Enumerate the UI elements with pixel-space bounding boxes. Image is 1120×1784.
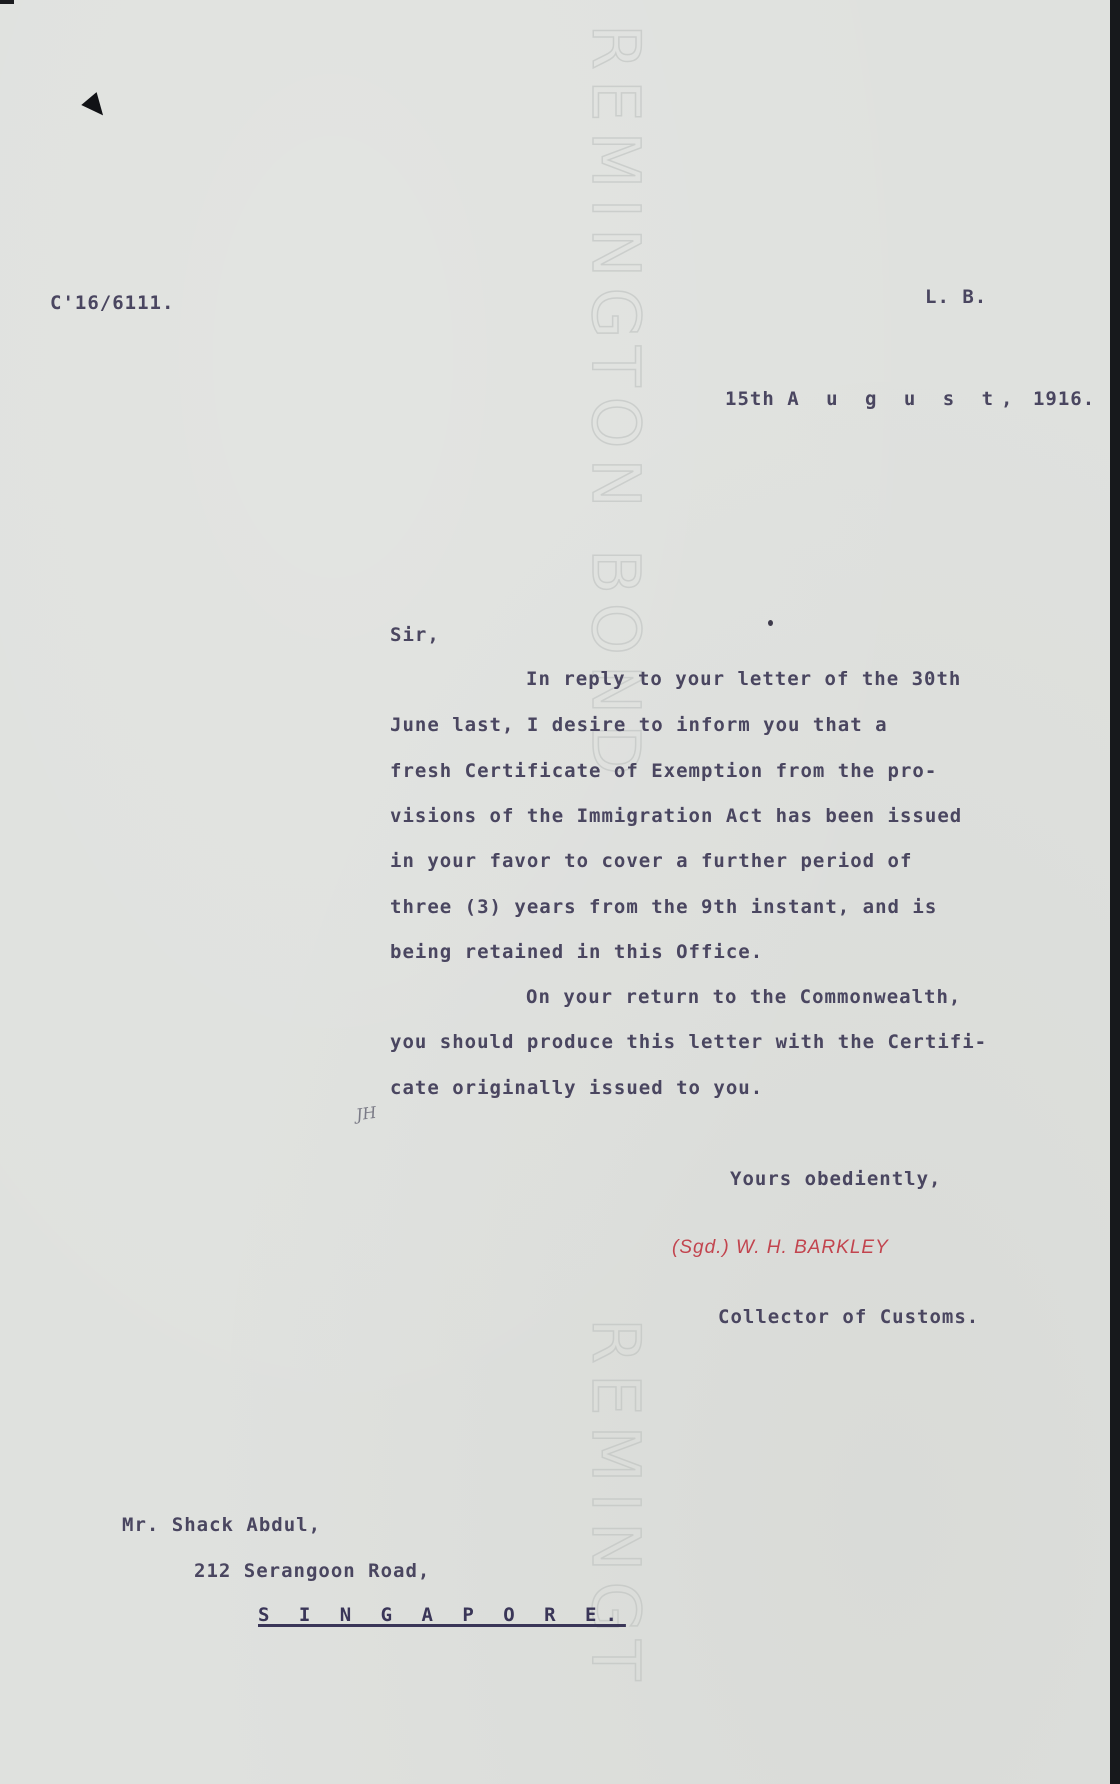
watermark-bottom: REMINGT (577, 1318, 654, 1691)
letter-date (725, 388, 1095, 410)
handwritten-initials: JH (354, 1102, 378, 1125)
body-line: visions of the Immigration Act has been issued (390, 805, 963, 827)
body-line: fresh Certificate of Exemption from the pro- (390, 760, 938, 782)
date-month: A u g u s t, (787, 388, 1021, 410)
body-line: June last, I desire to inform you that a (390, 714, 888, 736)
body-line: being retained in this Office. (390, 941, 764, 963)
file-reference: C'16/6111. (50, 292, 175, 314)
salutation: Sir, (390, 624, 440, 646)
watermark-top: REMINGTON BOND (577, 24, 654, 786)
body-line: you should produce this letter with the Certifi- (390, 1031, 988, 1053)
typist-initials: L. B. (925, 286, 988, 308)
recipient-name: Mr. Shack Abdul, (122, 1514, 322, 1536)
date-year: 1916. (1032, 388, 1096, 410)
recipient-city: S I N G A P O R E. (258, 1604, 626, 1626)
corner-mark (0, 0, 14, 4)
closing: Yours obediently, (730, 1168, 942, 1190)
recipient-street: 212 Serangoon Road, (194, 1560, 431, 1582)
body-line: On your return to the Commonwealth, (526, 986, 962, 1008)
date-day: 15th (725, 388, 775, 410)
body-line: in your favor to cover a further period of (390, 850, 913, 872)
punch-mark (81, 92, 110, 122)
signatory-title: Collector of Customs. (718, 1306, 980, 1328)
body-line: cate originally issued to you. (390, 1077, 764, 1099)
body-line: three (3) years from the 9th instant, and is (390, 896, 938, 918)
signature-stamp: (Sgd.) W. H. BARKLEY (672, 1237, 889, 1258)
body-line: In reply to your letter of the 30th (526, 668, 962, 690)
ink-dot (768, 620, 773, 626)
